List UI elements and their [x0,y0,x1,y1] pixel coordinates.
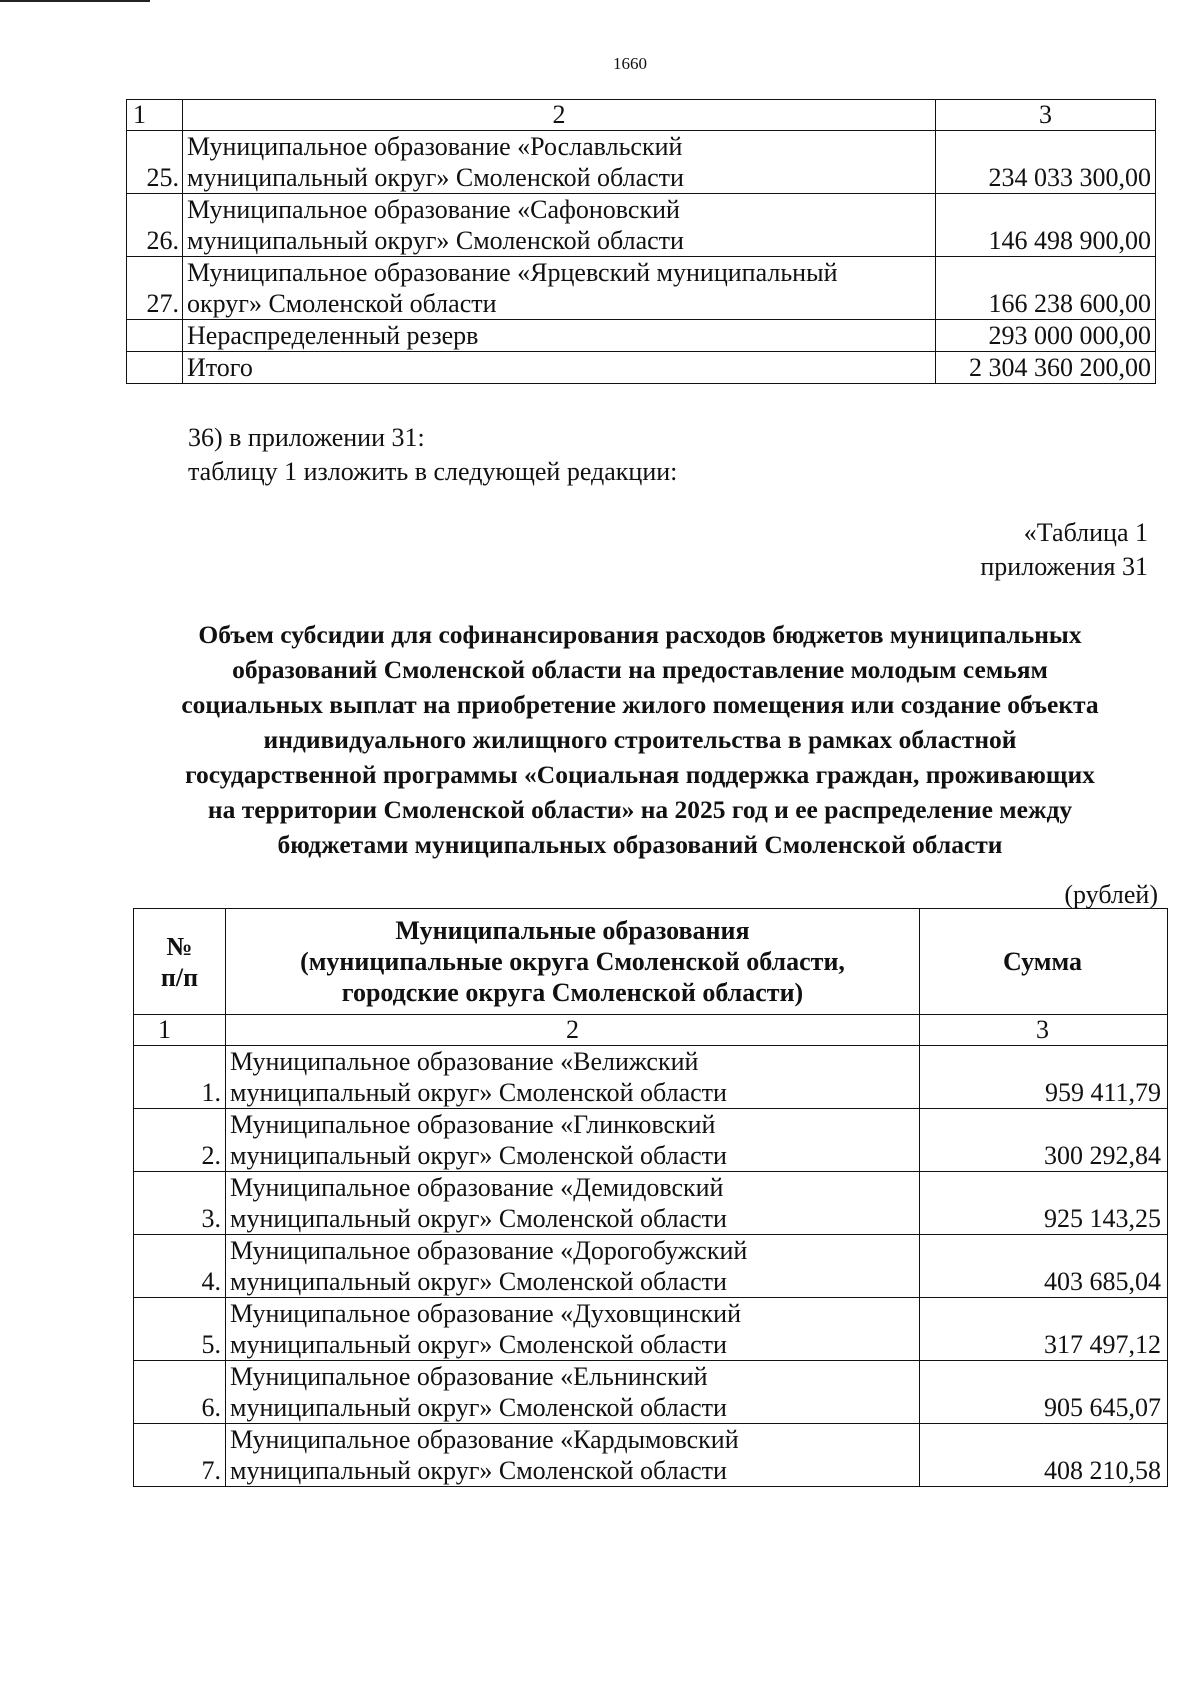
row-number: 2. [134,1109,226,1172]
row-name [226,1235,920,1298]
row-name-line: муниципальный округ» Смоленской области [230,1393,727,1422]
reserve-number-cell [127,320,183,352]
row-number: 3. [134,1172,226,1235]
header-municipalities-line: Муниципальные образования [395,916,750,945]
table-row [134,1172,1168,1235]
row-name-line: муниципальный округ» Смоленской области [230,1204,727,1233]
table-reference-line-2: приложения 31 [980,552,1148,581]
table-row [134,1361,1168,1424]
table-row [127,194,1156,257]
row-name-line: муниципальный округ» Смоленской области [230,1330,727,1359]
row-name [226,1298,920,1361]
subsidy-table [133,908,1168,1487]
header-amount: Сумма [920,909,1168,1015]
total-label: Итого [183,352,936,384]
row-amount: 234 033 300,00 [936,131,1156,194]
table-row [134,1109,1168,1172]
reserve-amount: 293 000 000,00 [936,320,1156,352]
table-row [134,1298,1168,1361]
row-number: 5. [134,1298,226,1361]
table-row [134,1235,1168,1298]
table-row [134,1046,1168,1109]
total-number-cell [127,352,183,384]
title-line: социальных выплат на приобретение жилого помещения или создание объекта [181,690,1099,719]
row-name-line: Муниципальное образование «Кардымовский [230,1425,739,1454]
table-row [127,257,1156,320]
table-reference [980,516,1148,584]
column-index-1: 1 [134,1015,226,1046]
header-municipalities-line: (муниципальные округа Смоленской области, [300,947,845,976]
row-name-line: Муниципальное образование «Дорогобужский [230,1236,748,1265]
title-line: индивидуального жилищного строительства в рамках областной [263,725,1017,754]
title-line: Объем субсидии для софинансирования расходов бюджетов муниципальных [198,620,1082,649]
header-number-line: п/п [160,962,199,992]
continuation-table-header-row [127,100,1156,131]
row-name-line: муниципальный округ» Смоленской области [230,1267,727,1296]
row-amount: 146 498 900,00 [936,194,1156,257]
title-line: образований Смоленской области на предоставление молодым семьям [232,655,1048,684]
header-number-line: № [166,931,193,961]
reserve-label: Нераспределенный резерв [183,320,936,352]
row-number: 27. [127,257,183,320]
title-line: на территории Смоленской области» на 2025 год и ее распределение между [207,795,1073,824]
header-col-1: 1 [127,100,183,131]
row-name-line: муниципальный округ» Смоленской области [230,1141,727,1170]
document-title [120,617,1160,862]
row-amount: 403 685,04 [920,1235,1168,1298]
instruction-line-2: таблицу 1 изложить в следующей редакции: [188,457,678,486]
row-number: 6. [134,1361,226,1424]
row-name-line: Муниципальное образование «Ельнинский [230,1362,708,1391]
table-row [127,131,1156,194]
subsidy-table-header-row [134,909,1168,1015]
row-amount: 925 143,25 [920,1172,1168,1235]
row-number: 26. [127,194,183,257]
row-amount: 959 411,79 [920,1046,1168,1109]
row-amount: 166 238 600,00 [936,257,1156,320]
page-corner-line [0,0,150,2]
row-amount: 905 645,07 [920,1361,1168,1424]
row-number: 1. [134,1046,226,1109]
unit-label: (рублей) [1064,880,1158,909]
row-name [226,1172,920,1235]
header-number [134,909,226,1015]
header-col-3: 3 [936,100,1156,131]
row-amount: 300 292,84 [920,1109,1168,1172]
row-name-line: муниципальный округ» Смоленской области [187,163,684,192]
row-name [183,194,936,257]
page-number: 1660 [613,54,647,73]
table-reference-line-1: «Таблица 1 [1023,518,1148,547]
row-name-line: Муниципальное образование «Демидовский [230,1173,724,1202]
row-number: 25. [127,131,183,194]
total-amount: 2 304 360 200,00 [936,352,1156,384]
row-name [226,1424,920,1487]
header-municipalities [226,909,920,1015]
column-index-row [134,1015,1168,1046]
row-name-line: Муниципальное образование «Велижский [230,1047,699,1076]
row-name-line: округ» Смоленской области [187,289,497,318]
row-name [226,1046,920,1109]
row-name-line: Муниципальное образование «Ярцевский муниципальный [187,258,838,287]
row-number: 7. [134,1424,226,1487]
row-name [226,1109,920,1172]
header-col-2: 2 [183,100,936,131]
reserve-row [127,320,1156,352]
continuation-table [126,99,1156,384]
instruction-line-1: 36) в приложении 31: [188,423,425,452]
row-name-line: муниципальный округ» Смоленской области [187,226,684,255]
row-name-line: Муниципальное образование «Сафоновский [187,195,680,224]
row-name [183,257,936,320]
row-name [226,1361,920,1424]
row-name-line: муниципальный округ» Смоленской области [230,1078,727,1107]
column-index-3: 3 [920,1015,1168,1046]
row-name [183,131,936,194]
row-name-line: Муниципальное образование «Рославльский [187,132,683,161]
row-number: 4. [134,1235,226,1298]
title-line: бюджетами муниципальных образований Смоленской области [277,830,1003,859]
row-name-line: Муниципальное образование «Глинковский [230,1110,716,1139]
row-amount: 408 210,58 [920,1424,1168,1487]
row-amount: 317 497,12 [920,1298,1168,1361]
column-index-2: 2 [226,1015,920,1046]
row-name-line: Муниципальное образование «Духовщинский [230,1299,742,1328]
header-municipalities-line: городские округа Смоленской области) [341,978,804,1007]
title-line: государственной программы «Социальная поддержка граждан, проживающих [185,760,1095,789]
row-name-line: муниципальный округ» Смоленской области [230,1456,727,1485]
table-row [134,1424,1168,1487]
total-row [127,352,1156,384]
